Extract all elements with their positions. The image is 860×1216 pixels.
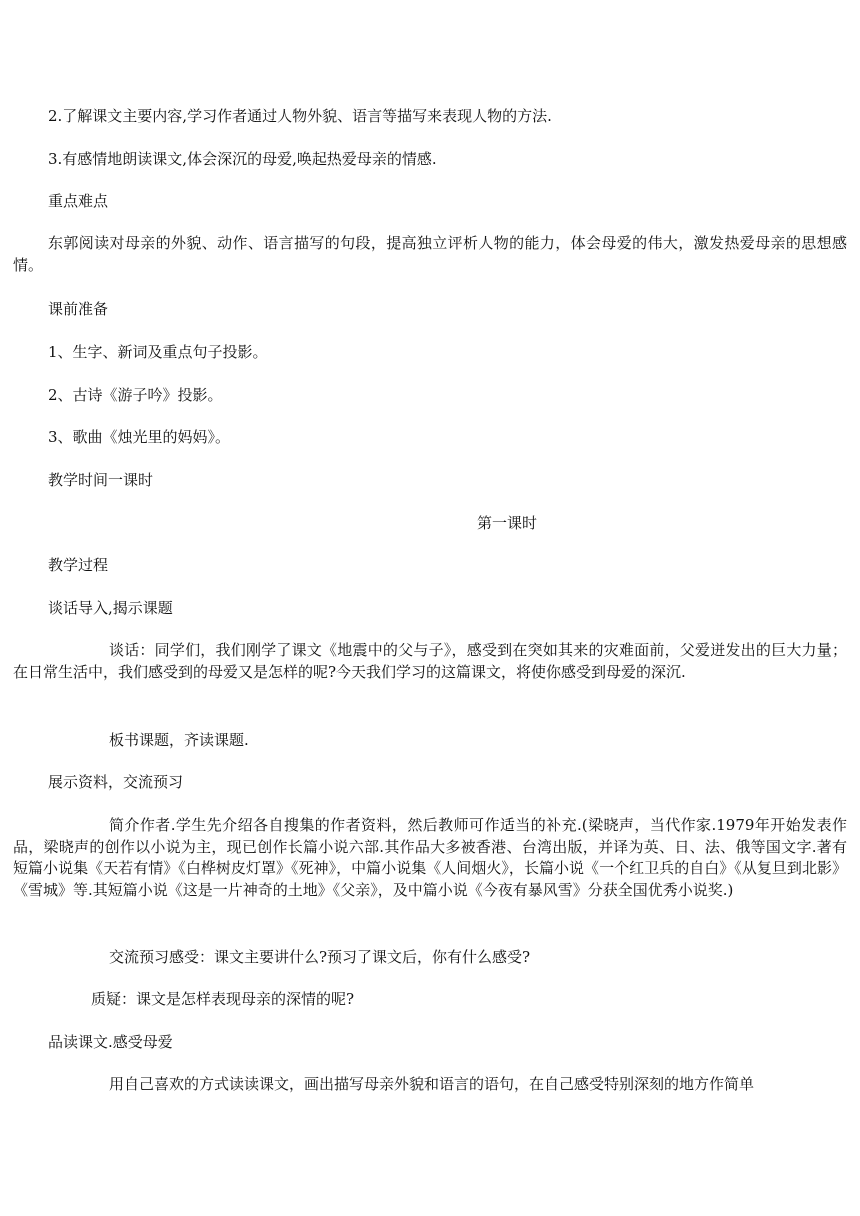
question-text: 质疑：课文是怎样表现母亲的深情的呢? bbox=[91, 990, 355, 1008]
intro-heading: 谈话导入,揭示课题 bbox=[48, 599, 173, 617]
board-text: 板书课题，齐读课题. bbox=[109, 731, 249, 749]
preparation-heading: 课前准备 bbox=[48, 300, 109, 318]
materials-heading: 展示资料，交流预习 bbox=[48, 773, 184, 791]
preparation-item-2: 2、古诗《游子吟》投影。 bbox=[48, 386, 223, 404]
objective-item-3: 3.有感情地朗读课文,体会深沉的母爱,唤起热爱母亲的情感. bbox=[48, 150, 437, 168]
process-heading: 教学过程 bbox=[48, 556, 109, 574]
preparation-item-3: 3、歌曲《烛光里的妈妈》。 bbox=[48, 428, 231, 446]
preparation-item-1: 1、生字、新词及重点句子投影。 bbox=[48, 343, 268, 361]
author-text: 简介作者.学生先介绍各自搜集的作者资料，然后教师可作适当的补充.(梁晓声，当代作家.1979年开始发表作品，梁晓声的创作以小说为主，现已创作长篇小说六部.其作品大多被香港、台湾出版，并译为英、日、法、俄等国文字.著有短篇小说集《天若有情》《白桦树皮灯罩》《死神》，中篇小说集《人间烟火》，长篇小说《一个红卫兵的自白》《从复旦到北影》《雪城》等.其短篇小说《这是一片神奇的土地》《父亲》，及中篇小说《今夜有暴风雪》分获全国优秀小说奖.) bbox=[13, 816, 847, 899]
key-points-heading: 重点难点 bbox=[48, 192, 109, 210]
reading-text: 用自己喜欢的方式读读课文，画出描写母亲外貌和语言的语句，在自己感受特别深刻的地方作简单 bbox=[109, 1075, 755, 1093]
lesson-title: 第一课时 bbox=[476, 514, 537, 532]
intro-text: 谈话：同学们，我们刚学了课文《地震中的父与子》，感受到在突如其来的灾难面前，父爱迸发出的巨大力量；在日常生活中，我们感受到的母爱又是怎样的呢?今天我们学习的这篇课文，将使你感受到母爱的深沉. bbox=[13, 641, 847, 681]
teaching-time: 教学时间一课时 bbox=[48, 471, 154, 489]
objective-item-2: 2.了解课文主要内容,学习作者通过人物外貌、语言等描写来表现人物的方法. bbox=[48, 107, 552, 125]
exchange-text: 交流预习感受：课文主要讲什么?预习了课文后，你有什么感受? bbox=[109, 948, 531, 966]
reading-heading: 品读课文.感受母爱 bbox=[48, 1033, 173, 1051]
key-points-text: 东郭阅读对母亲的外貌、动作、语言描写的句段，提高独立评析人物的能力，体会母爱的伟大，激发热爱母亲的思想感情。 bbox=[13, 234, 847, 274]
